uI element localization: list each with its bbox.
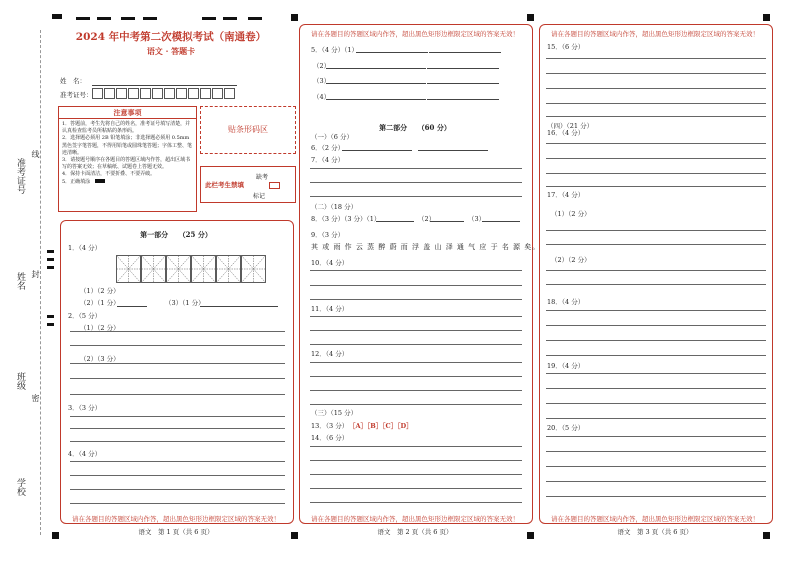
answer-line[interactable]	[117, 306, 147, 307]
fill-example-label: 5．正确填涂	[62, 178, 91, 185]
question-9-text: 其 或 雨 作 云 蒸 醉 蔚 而 浮 盖 山 泽 通 气 应 于 名 源 矣。	[311, 243, 541, 251]
registration-mark	[97, 17, 111, 20]
question-4-label: 4．（4 分）	[68, 450, 102, 458]
answer-line[interactable]	[310, 196, 522, 197]
registration-mark	[47, 258, 54, 261]
character-grid-cell[interactable]	[117, 256, 141, 283]
section-3-label: （三）（15 分）	[311, 409, 358, 417]
page-footer-3: 语文 第 3 页（共 6 页）	[617, 528, 693, 536]
warning-bottom-2: 请在各题目的答题区域内作答，超出黑色矩形边框限定区域的答案无效！	[311, 515, 519, 523]
answer-line[interactable]	[546, 451, 766, 452]
exam-no-digit-box[interactable]	[92, 88, 103, 99]
answer-line[interactable]	[546, 481, 766, 482]
question-18-label: 18．（4 分）	[547, 298, 585, 306]
answer-line[interactable]	[342, 150, 412, 151]
notice-item: 3．请按题号顺序在各题目的答题区域内作答，超出区域书写的答案无效；在草稿纸、试题卷上答题无效。	[62, 157, 191, 171]
side-name-label: 姓名	[15, 272, 25, 290]
answer-line[interactable]	[310, 404, 522, 405]
question-8-2-label: （2）	[418, 215, 436, 223]
side-exam-no-label: 准考证号	[15, 158, 25, 194]
answer-line[interactable]	[427, 68, 499, 69]
answer-line[interactable]	[310, 316, 522, 317]
binding-cut-line	[40, 30, 41, 535]
answer-line[interactable]	[310, 270, 522, 271]
question-7-label: 7．（4 分）	[311, 156, 345, 164]
section-1-label: （一）（6 分）	[311, 133, 353, 141]
answer-line[interactable]	[310, 362, 522, 363]
answer-line[interactable]	[546, 466, 766, 467]
answer-line[interactable]	[70, 441, 285, 442]
answer-line[interactable]	[310, 285, 522, 286]
answer-line[interactable]	[546, 158, 766, 159]
exam-no-digit-box[interactable]	[164, 88, 175, 99]
question-17-2-label: （2）（2 分）	[551, 256, 591, 264]
exam-no-digit-box[interactable]	[200, 88, 211, 99]
notice-box	[58, 106, 197, 212]
question-5-2-label: （2）	[313, 62, 331, 70]
question-3-label: 3．（3 分）	[68, 404, 102, 412]
answer-line[interactable]	[310, 182, 522, 183]
answer-line[interactable]	[546, 143, 766, 144]
answer-line[interactable]	[200, 306, 278, 307]
answer-line[interactable]	[546, 103, 766, 104]
character-grid-cell[interactable]	[192, 256, 216, 283]
registration-mark	[527, 14, 534, 21]
notice-title: 注意事项	[59, 107, 196, 119]
question-15-label: 15．（6 分）	[547, 43, 585, 51]
answer-line[interactable]	[546, 388, 766, 389]
exam-no-digit-box[interactable]	[224, 88, 235, 99]
registration-mark	[76, 17, 90, 20]
notice-item: 4．保持卡面清洁，不要折叠、不要弄破。	[62, 171, 156, 178]
exam-no-digit-box[interactable]	[128, 88, 139, 99]
registration-mark	[291, 14, 298, 21]
registration-mark	[763, 14, 770, 21]
answer-line[interactable]	[70, 475, 285, 476]
character-grid-cell[interactable]	[242, 256, 266, 283]
registration-mark	[248, 17, 262, 20]
answer-line[interactable]	[310, 488, 522, 489]
answer-line[interactable]	[546, 403, 766, 404]
answer-line[interactable]	[70, 428, 285, 429]
answer-line[interactable]	[546, 186, 766, 187]
answer-line[interactable]	[310, 330, 522, 331]
side-class-label: 班级	[15, 372, 25, 390]
page-subtitle: 语文 · 答题卡	[146, 46, 196, 56]
exam-no-digit-box[interactable]	[104, 88, 115, 99]
character-grid[interactable]	[116, 255, 266, 283]
part-one-title: 第一部分 （25 分）	[140, 230, 212, 239]
answer-line[interactable]	[326, 83, 426, 84]
fill-example-mark	[95, 179, 105, 183]
page-title: 2024 年中考第二次模拟考试（南通卷）	[75, 31, 267, 43]
answer-line[interactable]	[546, 325, 766, 326]
question-20-label: 20．（5 分）	[547, 424, 585, 432]
question-6-label: 6．（2 分）	[311, 144, 345, 152]
answer-line[interactable]	[326, 68, 426, 69]
answer-line[interactable]	[546, 88, 766, 89]
answer-line[interactable]	[546, 418, 766, 419]
answer-line[interactable]	[70, 503, 285, 504]
exam-no-label: 准考证号：	[60, 91, 93, 99]
question-1-3-label: （3）（1 分）	[165, 299, 205, 307]
character-grid-cell[interactable]	[142, 256, 166, 283]
answer-line[interactable]	[546, 496, 766, 497]
answer-line[interactable]	[310, 376, 522, 377]
answer-line[interactable]	[70, 489, 285, 490]
page-footer-1: 语文 第 1 页（共 6 页）	[138, 528, 214, 536]
answer-line[interactable]	[310, 390, 522, 391]
answer-line[interactable]	[546, 116, 766, 117]
notice-item: 2．选择题必须用 2B 铅笔填涂；非选择题必须用 0.5mm 黑色签字笔答题，不得用铅笔或圆珠笔答题；字体工整、笔迹清晰。	[62, 135, 193, 156]
answer-line[interactable]	[70, 461, 285, 462]
question-16-label: 16．（4 分）	[547, 129, 585, 137]
answer-line[interactable]	[310, 168, 522, 169]
name-label: 姓 名：	[60, 77, 86, 85]
answer-line[interactable]	[70, 378, 285, 379]
answer-line[interactable]	[427, 99, 499, 100]
registration-mark	[143, 17, 157, 20]
answer-line[interactable]	[310, 474, 522, 475]
answer-line[interactable]	[70, 363, 285, 364]
exam-no-digit-box[interactable]	[140, 88, 151, 99]
answer-line[interactable]	[546, 340, 766, 341]
absent-mark-label-2: 标记	[253, 193, 266, 200]
absent-checkbox[interactable]	[269, 182, 280, 189]
answer-line[interactable]	[356, 52, 428, 53]
registration-mark	[52, 14, 62, 19]
registration-mark	[291, 532, 298, 539]
question-14-label: 14．（6 分）	[311, 434, 349, 442]
side-dense-char: 密	[31, 394, 40, 402]
part-two-title: 第二部分 （60 分）	[379, 123, 451, 132]
answer-line[interactable]	[310, 502, 522, 503]
answer-line[interactable]	[546, 373, 766, 374]
answer-line[interactable]	[546, 270, 766, 271]
absent-mark-label: 缺考	[256, 174, 269, 181]
side-seal-char: 封	[31, 270, 40, 278]
registration-mark	[223, 17, 237, 20]
question-2-1-label: （1）（2 分）	[80, 324, 120, 332]
question-2-label: 2．（5 分）	[68, 312, 102, 320]
question-2-2-label: （2）（3 分）	[80, 355, 120, 363]
side-school-label: 学校	[15, 478, 25, 496]
name-field[interactable]	[92, 85, 237, 86]
answer-line[interactable]	[546, 173, 766, 174]
question-10-label: 10．（4 分）	[311, 259, 349, 267]
answer-line[interactable]	[310, 446, 522, 447]
question-13-options[interactable]: ［A］［B］［C］［D］	[349, 422, 413, 430]
answer-line[interactable]	[418, 150, 488, 151]
question-1-1-label: （1）（2 分）	[80, 287, 120, 295]
registration-mark	[52, 532, 59, 539]
exam-no-digit-box[interactable]	[188, 88, 199, 99]
side-line-char: 线	[31, 150, 40, 158]
answer-line[interactable]	[70, 394, 285, 395]
warning-bottom-1: 请在各题目的答题区域内作答，超出黑色矩形边框限定区域的答案无效！	[72, 515, 280, 523]
question-19-label: 19．（4 分）	[547, 362, 585, 370]
notice-item: 1．答题前，考生先将自己的姓名，准考证号填写清楚，并认真检查监考员所粘贴的条形码。	[62, 121, 191, 135]
answer-line[interactable]	[482, 221, 520, 222]
registration-mark	[47, 250, 54, 253]
answer-line[interactable]	[70, 345, 285, 346]
exam-no-digit-box[interactable]	[176, 88, 187, 99]
exam-no-digit-box[interactable]	[152, 88, 163, 99]
section-4-label: （四）（21 分）	[547, 122, 594, 130]
barcode-label: 贴条形码区	[228, 125, 268, 134]
answer-line[interactable]	[546, 284, 766, 285]
warning-top-3: 请在各题目的答题区域内作答，超出黑色矩形边框限定区域的答案无效！	[551, 30, 759, 38]
registration-mark	[121, 17, 135, 20]
question-8-label: 8．（3 分）（3 分）（1）	[311, 215, 381, 223]
barcode-area	[200, 106, 296, 154]
answer-line[interactable]	[427, 83, 499, 84]
registration-mark	[202, 17, 216, 20]
question-8-3-label: （3）	[468, 215, 486, 223]
warning-bottom-3: 请在各题目的答题区域内作答，超出黑色矩形边框限定区域的答案无效！	[551, 515, 759, 523]
question-17-1-label: （1）（2 分）	[551, 210, 591, 218]
registration-mark	[47, 323, 54, 326]
section-2-label: （二）（18 分）	[311, 203, 358, 211]
absent-label: 此栏考生禁填	[205, 181, 244, 189]
question-12-label: 12．（4 分）	[311, 350, 349, 358]
page-footer-2: 语文 第 2 页（共 6 页）	[377, 528, 453, 536]
answer-line[interactable]	[546, 73, 766, 74]
character-grid-cell[interactable]	[217, 256, 241, 283]
answer-line[interactable]	[310, 344, 522, 345]
character-grid-cell[interactable]	[167, 256, 191, 283]
registration-mark	[47, 315, 54, 318]
answer-line[interactable]	[546, 436, 766, 437]
answer-line[interactable]	[546, 58, 766, 59]
answer-line[interactable]	[430, 221, 464, 222]
question-5-label: 5．（4 分）（1）	[311, 46, 358, 54]
exam-no-digit-box[interactable]	[116, 88, 127, 99]
answer-line[interactable]	[546, 310, 766, 311]
exam-no-digit-box[interactable]	[212, 88, 223, 99]
question-11-label: 11．（4 分）	[311, 305, 349, 313]
answer-line[interactable]	[376, 221, 414, 222]
question-5-3-label: （3）	[313, 77, 331, 85]
answer-line[interactable]	[326, 99, 426, 100]
answer-line[interactable]	[310, 460, 522, 461]
answer-panel-3	[539, 24, 773, 524]
answer-line[interactable]	[429, 52, 501, 53]
answer-line[interactable]	[546, 230, 766, 231]
question-17-label: 17．（4 分）	[547, 191, 585, 199]
answer-line[interactable]	[310, 299, 522, 300]
registration-mark	[47, 266, 54, 269]
answer-line[interactable]	[70, 416, 285, 417]
warning-top-2: 请在各题目的答题区域内作答，超出黑色矩形边框限定区域的答案无效！	[311, 30, 519, 38]
question-1-2-label: （2）（1 分）	[80, 299, 120, 307]
answer-line[interactable]	[546, 244, 766, 245]
absent-box	[200, 166, 296, 203]
question-9-label: 9．（3 分）	[311, 231, 345, 239]
answer-line[interactable]	[70, 331, 285, 332]
answer-line[interactable]	[546, 355, 766, 356]
question-1-label: 1．（4 分）	[68, 244, 102, 252]
question-5-4-label: （4）	[313, 93, 331, 101]
question-13-label: 13．（3 分）	[311, 422, 349, 430]
